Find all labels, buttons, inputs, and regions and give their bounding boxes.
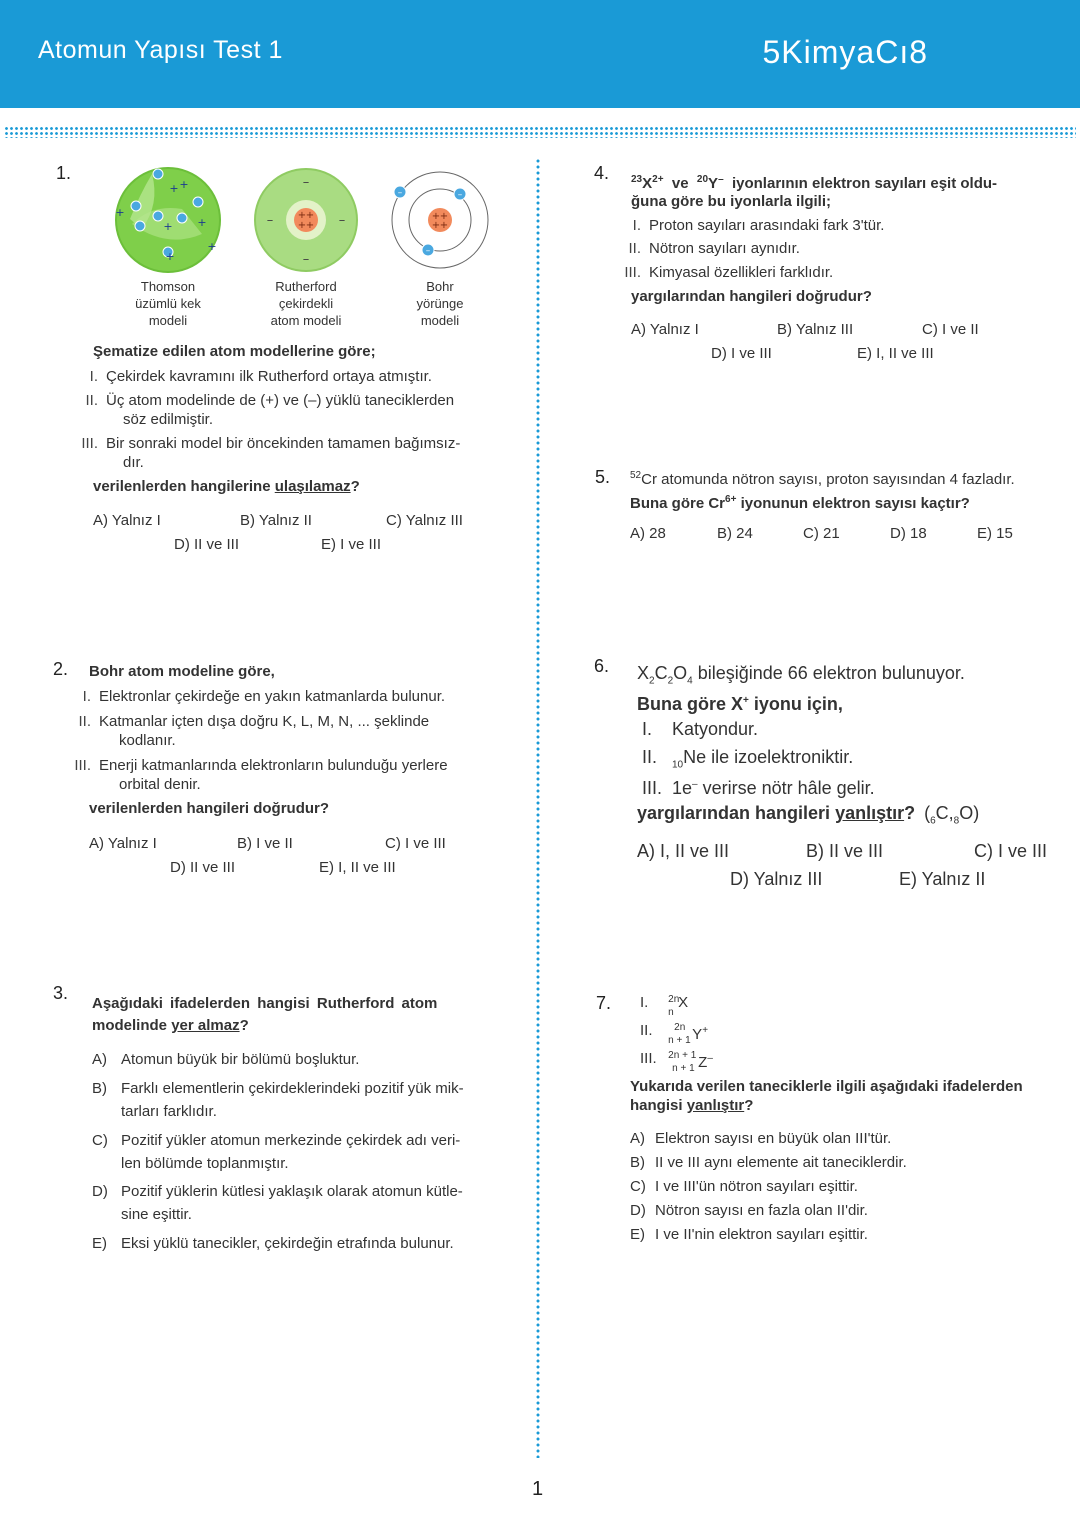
question-prompt: yargılarından hangileri yanlıştır? $(_6C,_8O)$ (637, 803, 980, 827)
page-header (0, 0, 1080, 108)
svg-text:+: + (115, 206, 125, 219)
svg-text:+: + (297, 220, 307, 231)
question-stem: Şematize edilen atom modellerine göre; (93, 343, 376, 360)
option-c[interactable]: C) Yalnız III (386, 512, 463, 529)
option-a[interactable]: A) Yalnız I (93, 512, 161, 529)
option-b[interactable]: B) I ve II (237, 835, 293, 852)
svg-text:–: – (266, 213, 274, 228)
statement-1: I. Elektronlar çekirdeğe en yakın katmanlarda bulunur. (82, 688, 446, 705)
thomson-caption: Thomson üzümlü kek modeli (135, 279, 201, 328)
svg-text:+: + (305, 220, 315, 231)
question-number: 3. (53, 983, 69, 1003)
test-title: Atomun Yapısı Test 1 (38, 36, 283, 64)
option-d[interactable]: D) Pozitif yüklerin kütlesi yaklaşık olarak atomun kütle- (92, 1183, 463, 1200)
option-b[interactable]: B) Farklı elementlerin çekirdeklerindeki pozitif yük mik- (92, 1080, 464, 1097)
bohr-caption: Bohr yörünge modeli (416, 279, 464, 328)
question-prompt: verilenlerden hangileri doğrudur? (89, 800, 330, 817)
statement-1: I. Çekirdek kavramını ilk Rutherford ortaya atmıştır. (89, 368, 432, 385)
column-divider (536, 158, 540, 1458)
option-e[interactable]: E) I ve II'nin elektron sayıları eşittir. (630, 1226, 868, 1243)
option-b[interactable]: B) II ve III (806, 841, 884, 861)
option-a[interactable]: A) 28 (630, 525, 666, 542)
option-d[interactable]: D) I ve III (711, 345, 772, 362)
option-e[interactable]: E) 15 (977, 525, 1013, 542)
svg-text:+: + (431, 220, 441, 231)
rutherford-model-diagram (252, 166, 360, 274)
question-prompt: verilenlerden hangilerine ulaşılamaz? (93, 478, 360, 495)
svg-text:–: – (425, 246, 431, 256)
statement-1: I. Katyondur. (642, 719, 759, 739)
statement-3-cont: orbital denir. (119, 776, 201, 793)
svg-text:+: + (439, 211, 449, 222)
option-c[interactable]: C) I ve II (922, 321, 979, 338)
option-d[interactable]: D) II ve III (170, 859, 236, 876)
option-d[interactable]: D) Nötron sayısı en fazla olan II'dir. (630, 1202, 868, 1219)
particle-2: II. 2n n + 1 Y+ (640, 1021, 709, 1046)
option-a[interactable]: A) Elektron sayısı en büyük olan III'tür. (630, 1130, 892, 1147)
option-b[interactable]: B) Yalnız III (777, 321, 854, 338)
page-number: 1 (532, 1478, 544, 1500)
svg-text:–: – (457, 190, 463, 200)
option-d[interactable]: D) II ve III (174, 536, 240, 553)
option-c[interactable]: C) 21 (803, 525, 840, 542)
statement-2: II. $_{10}$Ne ile izoelektroniktir. (642, 747, 854, 771)
svg-text:+: + (169, 182, 179, 195)
statement-3: III. 1e– verirse nötr hâle gelir. (642, 778, 875, 798)
question-stem-cont: modelinde yer almaz? (92, 1017, 249, 1034)
question-number: 1. (56, 163, 72, 183)
particle-1: I. 2n n X (640, 993, 689, 1018)
statement-3: III. Bir sonraki model bir öncekinden tamamen bağımsız- (81, 435, 461, 452)
option-e[interactable]: E) Yalnız II (899, 869, 986, 889)
option-c-cont: len bölümde toplanmıştır. (121, 1155, 289, 1172)
option-c[interactable]: C) I ve III'ün nötron sayıları eşittir. (630, 1178, 858, 1195)
brand-logo: 5KimyaCı8 (762, 34, 928, 70)
statement-3-cont: dır. (123, 454, 144, 471)
option-d-cont: sine eşittir. (121, 1206, 192, 1223)
option-e[interactable]: E) I, II ve III (319, 859, 396, 876)
rutherford-caption: Rutherford çekirdekli atom modeli (270, 279, 342, 328)
statement-2-cont: söz edilmiştir. (123, 411, 214, 428)
svg-text:+: + (439, 220, 449, 231)
question-stem: $^{23}X^{2+}$ ve $^{20}$Y– iyonlarının elektron sayıları eşit oldu- (631, 174, 998, 192)
svg-text:–: – (338, 213, 346, 228)
question-stem-cont: hangisi yanlıştır? (630, 1097, 754, 1114)
option-a[interactable]: A) Yalnız I (631, 321, 699, 338)
option-c[interactable]: C) I ve III (974, 841, 1048, 861)
question-number: 5. (595, 467, 611, 487)
option-b[interactable]: B) 24 (717, 525, 753, 542)
question-stem: Yukarıda verilen taneciklerle ilgili aşağıdaki ifadelerden (630, 1078, 1023, 1095)
question-number: 7. (596, 993, 612, 1013)
question-number: 4. (594, 163, 610, 183)
svg-text:+: + (207, 240, 217, 253)
option-a[interactable]: A) Yalnız I (89, 835, 157, 852)
bohr-model-diagram (388, 170, 492, 274)
svg-text:+: + (297, 210, 307, 221)
option-c[interactable]: C) Pozitif yükler atomun merkezinde çekirdek adı veri- (92, 1132, 461, 1149)
svg-text:+: + (163, 220, 173, 233)
statement-1: I. Proton sayıları arasındaki fark 3'tür. (632, 217, 885, 234)
dotted-separator (4, 126, 1076, 138)
statement-2: II. Nötron sayıları aynıdır. (628, 240, 800, 257)
particle-3: III. 2n + 1 n + 1 Z– (640, 1049, 713, 1074)
option-b[interactable]: B) II ve III aynı elemente ait taneciklerdir. (630, 1154, 907, 1171)
question-stem: $^{52}$Cr atomunda nötron sayısı, proton sayısından 4 fazladır. (630, 470, 1015, 488)
question-prompt: yargılarından hangileri doğrudur? (631, 288, 872, 305)
option-b[interactable]: B) Yalnız II (240, 512, 312, 529)
question-stem: Aşağıdaki ifadelerden hangisi Rutherford atom (92, 995, 438, 1012)
statement-3: III. Enerji katmanlarında elektronların bulunduğu yerlere (74, 757, 448, 774)
option-a[interactable]: A) I, II ve III (637, 841, 730, 861)
thomson-model-diagram (112, 164, 224, 276)
question-stem: Bohr atom modeline göre, (89, 663, 275, 680)
option-d[interactable]: D) 18 (890, 525, 927, 542)
svg-text:–: – (302, 175, 310, 190)
question-prompt: Buna göre $Cr^{6+}$ iyonunun elektron sayısı kaçtır? (630, 494, 970, 512)
question-number: 6. (594, 656, 610, 676)
svg-text:+: + (165, 250, 175, 263)
option-e[interactable]: E) I, II ve III (857, 345, 934, 362)
question-stem: $X_2C_2O_4$ bileşiğinde 66 elektron bulunuyor. (637, 663, 965, 687)
question-stem-cont: Buna göre X+ iyonu için, (637, 694, 843, 714)
option-b-cont: tarları farklıdır. (121, 1103, 217, 1120)
svg-text:+: + (305, 210, 315, 221)
svg-text:+: + (431, 211, 441, 222)
statement-2: II. Üç atom modelinde de (+) ve (–) yüklü taneciklerden (85, 392, 455, 409)
question-stem-cont: ğuna göre bu iyonlarla ilgili; (631, 193, 832, 210)
option-c[interactable]: C) I ve III (385, 835, 446, 852)
statement-3: III. Kimyasal özellikleri farklıdır. (624, 264, 834, 281)
option-e[interactable]: E) Eksi yüklü tanecikler, çekirdeğin etrafında bulunur. (92, 1235, 454, 1252)
statement-2: II. Katmanlar içten dışa doğru K, L, M, N, ... şeklinde (78, 713, 430, 730)
option-e[interactable]: E) I ve III (321, 536, 382, 553)
option-a[interactable]: A) Atomun büyük bir bölümü boşluktur. (92, 1051, 360, 1068)
svg-text:–: – (302, 252, 310, 267)
svg-text:+: + (197, 216, 207, 229)
statement-2-cont: kodlanır. (119, 732, 176, 749)
svg-text:–: – (397, 188, 403, 198)
option-d[interactable]: D) Yalnız III (730, 869, 823, 889)
svg-text:+: + (179, 178, 189, 191)
question-number: 2. (53, 659, 69, 679)
